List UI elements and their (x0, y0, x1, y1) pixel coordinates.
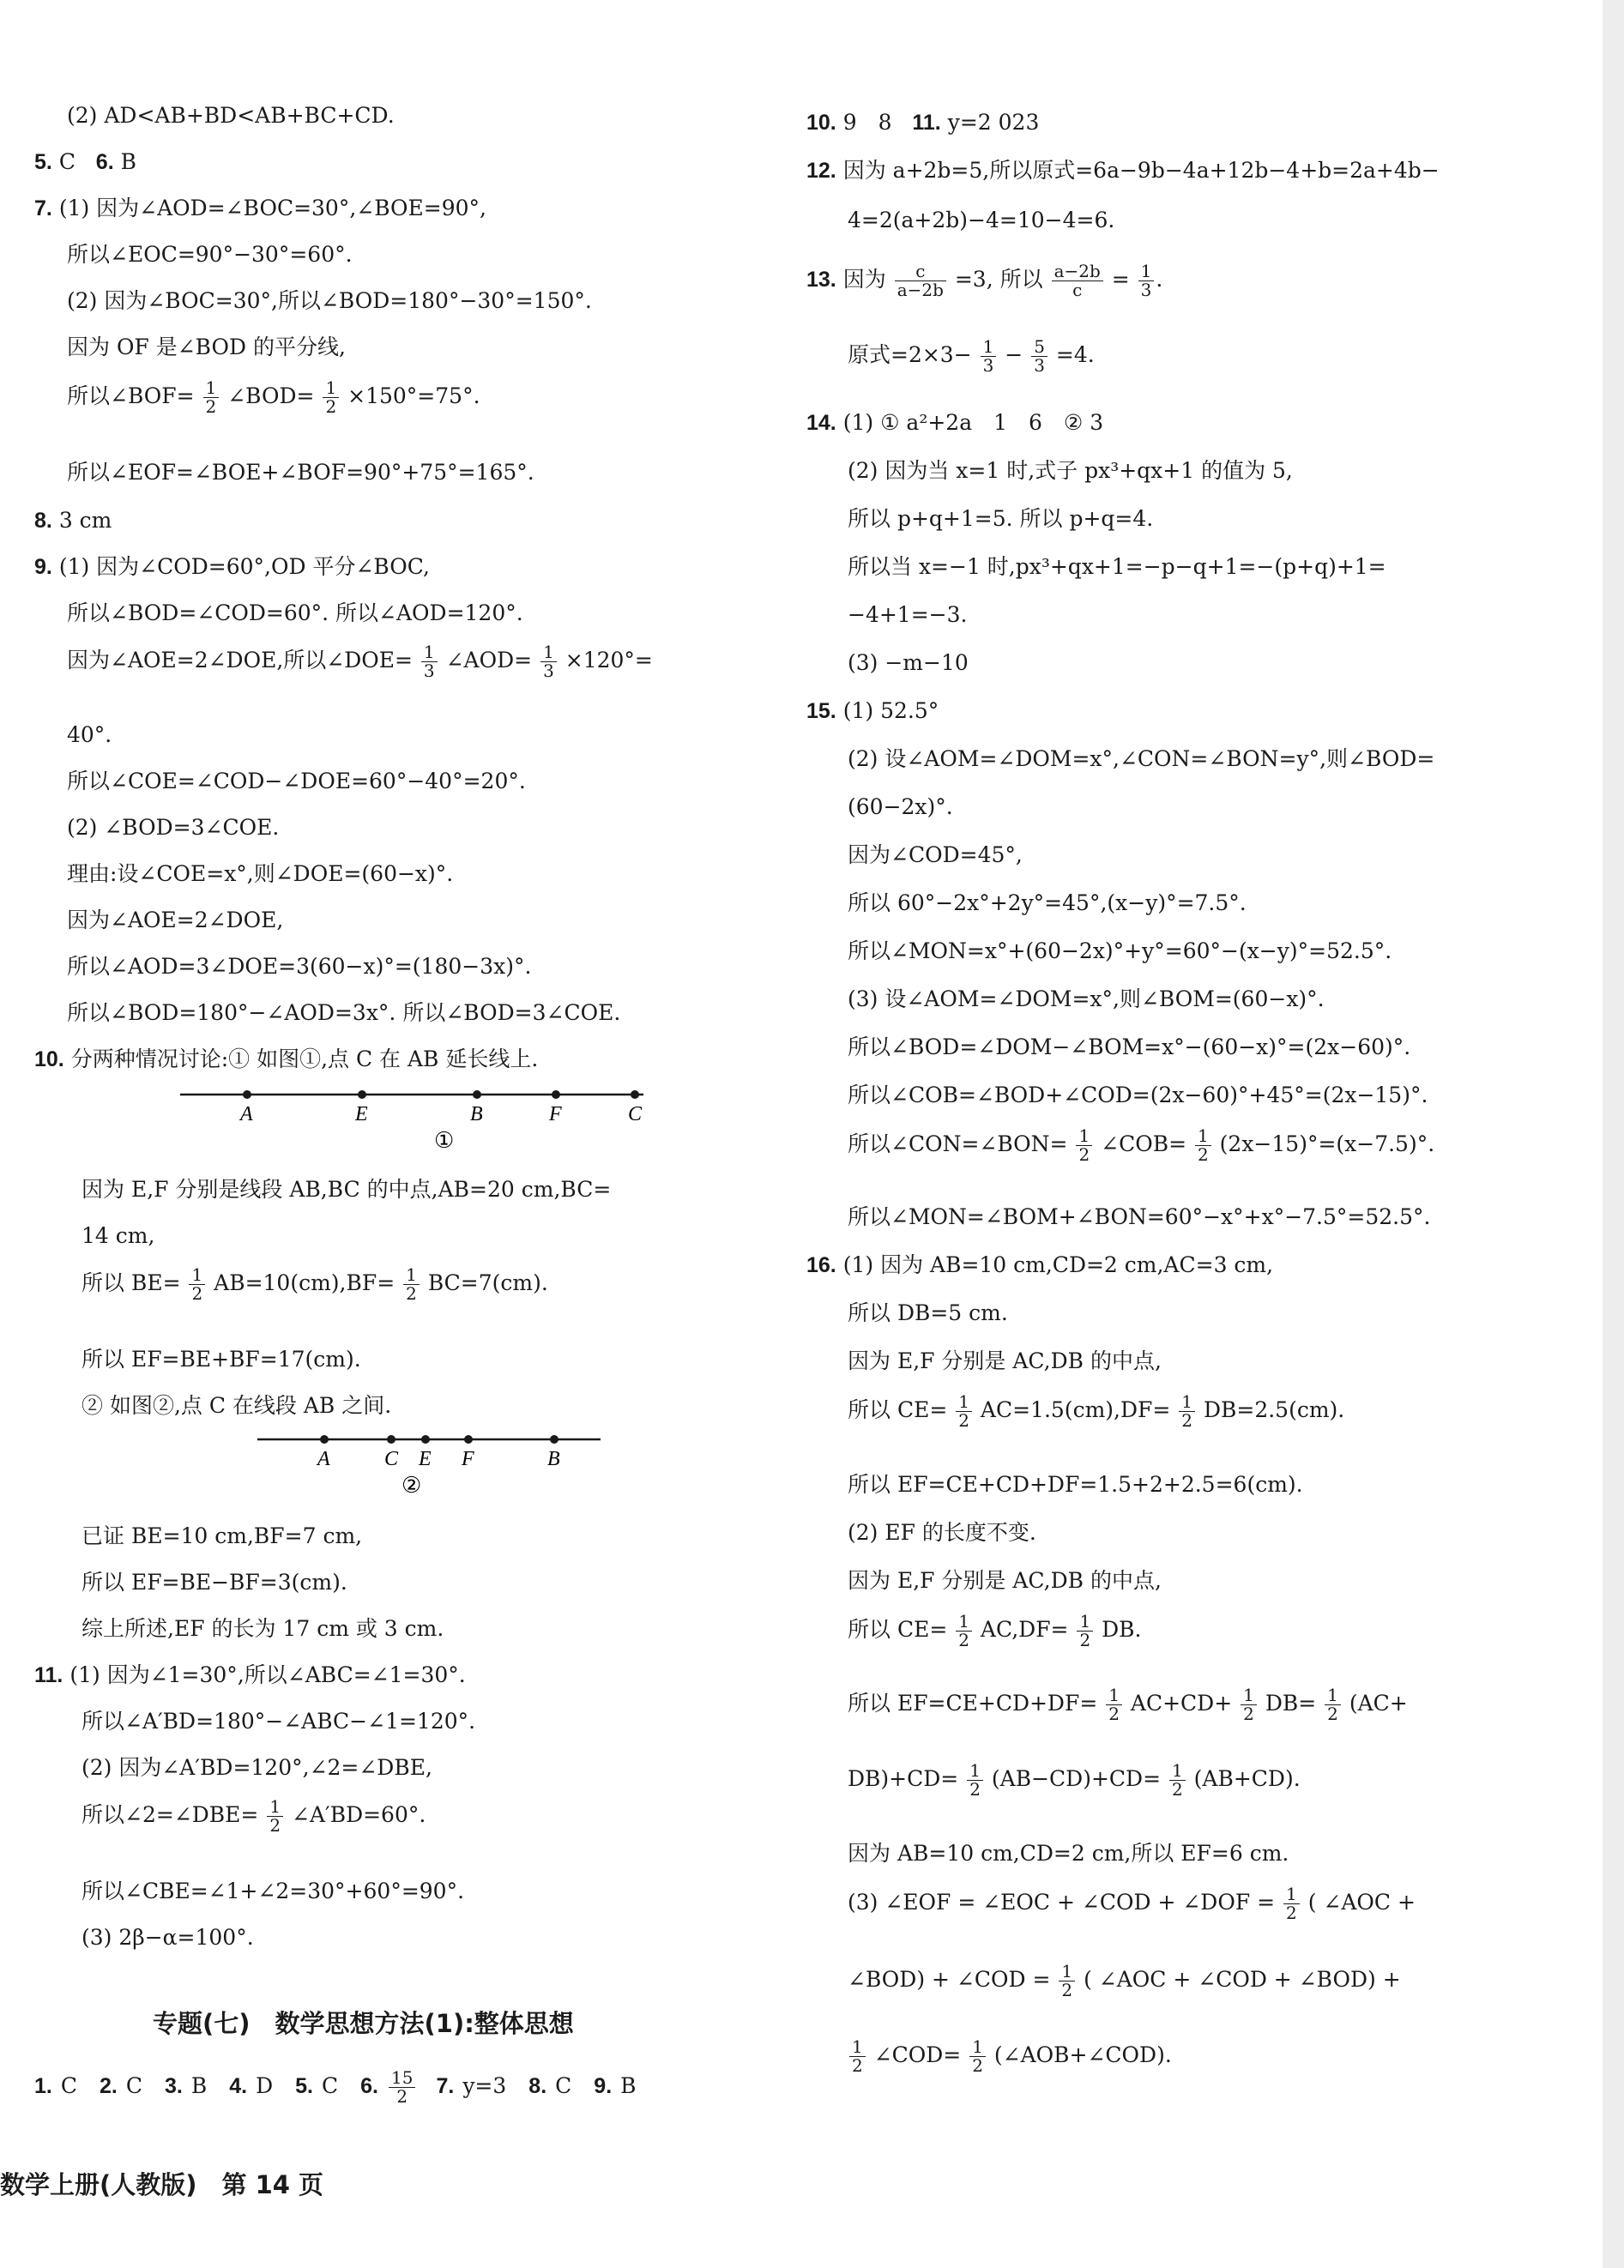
question-number: 10. (34, 1047, 64, 1071)
denominator: 3 (423, 660, 435, 681)
question-number: 6. (95, 150, 114, 174)
text: DB=2.5(cm). (1203, 1397, 1345, 1422)
text: (3) ∠EOF = ∠EOC + ∠COD + ∠DOF = (848, 1890, 1276, 1915)
text-line: (3) 设∠AOM=∠DOM=x°,则∠BOM=(60−x)°. (848, 986, 1325, 1011)
fraction (1077, 1613, 1093, 1650)
fraction (267, 1798, 283, 1835)
answer: B (190, 2073, 208, 2098)
text: ×120°= (564, 648, 653, 673)
figure-label: ② (401, 1473, 422, 1498)
question-number: 12. (806, 159, 836, 183)
text-line: 4=2(a+2b)−4=10−4=6. (848, 208, 1115, 232)
denominator: 2 (969, 1779, 981, 1800)
numerator: 1 (1106, 1686, 1122, 1705)
fraction (1052, 262, 1103, 299)
text: 所以 BE= (82, 1270, 181, 1295)
figure-label: ① (434, 1128, 455, 1153)
denominator: 2 (1181, 1410, 1192, 1431)
answer: C (555, 2073, 572, 2098)
denominator: a−2b (897, 280, 944, 300)
text: (1) 52.5° (842, 698, 939, 723)
text-line: 14 cm, (82, 1223, 155, 1248)
text: BC=7(cm). (427, 1270, 548, 1295)
text-line: 所以∠COE=∠COD−∠DOE=60°−40°=20°. (67, 769, 526, 793)
question-number: 11. (34, 1663, 63, 1687)
denominator: 2 (406, 1283, 417, 1304)
denominator: c (1072, 280, 1083, 300)
answer-row: 13. 因为 $\frac{c}{a-2b}$ =3, 所以 $\frac{a-2b}{c}$ = $\frac{1}{3}$ . (806, 261, 1163, 300)
text-line: 所以∠AOD=3∠DOE=3(60−x)°=(180−3x)°. (67, 954, 532, 979)
answer: 9 8 (842, 110, 892, 135)
question-number: 10. (806, 111, 836, 135)
answer: C (58, 149, 75, 174)
answer-row (806, 110, 1039, 136)
text: (AB−CD)+CD= (991, 1766, 1162, 1791)
answer: 3 cm (58, 508, 112, 533)
text-line: 所以 p+q+1=5. 所以 p+q=4. (848, 506, 1154, 531)
question-number: 3. (165, 2074, 183, 2098)
question-number: 14. (806, 411, 836, 435)
text-line: 所以∠EOC=90°−30°=60°. (67, 242, 353, 267)
point-label: F (549, 1103, 562, 1125)
fraction (981, 338, 997, 375)
text-line: (2) 因为∠BOC=30°,所以∠BOD=180°−30°=150°. (67, 288, 592, 313)
fraction (1241, 1686, 1257, 1723)
text: 所以∠CON=∠BON= (848, 1131, 1068, 1156)
text: DB)+CD= (848, 1766, 959, 1791)
answer-row (806, 1252, 1273, 1278)
point-label: F (462, 1448, 474, 1470)
text-line: 因为 AB=10 cm,CD=2 cm,所以 EF=6 cm. (848, 1841, 1289, 1866)
text: ∠COD= (873, 2042, 962, 2067)
denominator: 2 (1327, 1704, 1338, 1724)
fraction (203, 379, 220, 416)
point-label: C (628, 1103, 643, 1125)
text: 分两种情况讨论:① 如图①,点 C 在 AB 延长线上. (70, 1047, 539, 1071)
figure-2-segment (249, 1426, 609, 1503)
denominator: 2 (1197, 1144, 1209, 1165)
fraction (1031, 338, 1047, 375)
question-number: 2. (100, 2074, 118, 2098)
answer-row (34, 149, 136, 175)
text-line: 因为 E,F 分别是 AC,DB 的中点, (848, 1348, 1162, 1373)
text: (∠AOB+∠COD). (993, 2042, 1172, 2067)
text-line (82, 1266, 548, 1303)
text-line: (2) 因为当 x=1 时,式子 px³+qx+1 的值为 5, (848, 458, 1293, 483)
fraction (540, 643, 557, 680)
text-line: 已证 BE=10 cm,BF=7 cm, (82, 1523, 363, 1548)
numerator: 1 (189, 1266, 205, 1285)
text-line: (3) −m−10 (848, 650, 969, 675)
text: 所以 CE= (848, 1397, 948, 1422)
text-line: 所以 EF=CE+CD+DF=1.5+2+2.5=6(cm). (848, 1472, 1303, 1497)
text: 所以 EF=CE+CD+DF= (848, 1691, 1098, 1716)
point-b (550, 1435, 558, 1444)
text-line: 因为 E,F 分别是线段 AB,BC 的中点,AB=20 cm,BC= (82, 1177, 612, 1202)
text-line: 所以∠MON=x°+(60−2x)°+y°=60°−(x−y)°=52.5°. (848, 938, 1392, 963)
text-line: 所以∠BOD=180°−∠AOD=3x°. 所以∠BOD=3∠COE. (67, 1000, 621, 1025)
text-line: 理由:设∠COE=x°,则∠DOE=(60−x)°. (67, 861, 454, 886)
fraction (1179, 1393, 1195, 1430)
question-number: 9. (34, 555, 52, 579)
point-b (473, 1090, 481, 1099)
text-line: 所以 60°−2x°+2y°=45°,(x−y)°=7.5°. (848, 890, 1247, 915)
text-line: 40°. (67, 722, 112, 747)
question-number: 5. (34, 150, 52, 174)
answer: y=3 (462, 2073, 507, 2098)
text: ∠BOD= (227, 383, 315, 408)
fraction (895, 262, 946, 299)
text-line: 因为 OF 是∠BOD 的平分线, (67, 335, 346, 359)
figure-1-segment (172, 1081, 652, 1158)
text-line: (2) 设∠AOM=∠DOM=x°,∠CON=∠BON=y°,则∠BOD= (848, 746, 1435, 771)
text-line (848, 1885, 1416, 1922)
text-line (848, 1686, 1408, 1723)
numerator: a−2b (1052, 262, 1103, 281)
denominator: 2 (325, 396, 337, 417)
text-line: 所以 EF=BE−BF=3(cm). (82, 1570, 347, 1595)
text-line: 所以 DB=5 cm. (848, 1300, 1008, 1325)
page-fold-shadow (1603, 0, 1624, 2268)
numerator: 1 (981, 338, 997, 357)
text-line: (2) ∠BOD=3∠COE. (67, 815, 280, 840)
numerator: 1 (1195, 1127, 1211, 1146)
denominator: 3 (543, 660, 554, 681)
denominator: 2 (958, 1410, 969, 1431)
text: (1) 因为∠1=30°,所以∠ABC=∠1=30°. (69, 1662, 466, 1687)
point-f (464, 1435, 473, 1444)
question-number: 7. (34, 196, 52, 220)
point-e (421, 1435, 430, 1444)
numerator: c (895, 262, 946, 281)
text-line: 因为∠AOE=2∠DOE, (67, 908, 284, 932)
denominator: 2 (1108, 1704, 1120, 1724)
question-number: 11. (912, 111, 941, 135)
question-number: 9. (594, 2074, 613, 2098)
denominator: 3 (1140, 280, 1152, 300)
text-line (848, 2038, 1172, 2075)
numerator: 1 (1076, 1127, 1092, 1146)
answer: C (125, 2073, 142, 2098)
point-f (552, 1090, 560, 1099)
text-line: 所以∠BOD=∠DOM−∠BOM=x°−(60−x)°=(2x−60)°. (848, 1034, 1411, 1059)
text-line (67, 379, 480, 416)
fraction (1059, 1963, 1075, 2000)
answer-row (34, 1047, 538, 1072)
numerator: 1 (1283, 1885, 1300, 1904)
denominator: 3 (982, 355, 994, 376)
text-line: ② 如图②,点 C 在线段 AB 之间. (82, 1393, 392, 1418)
question-number: 4. (229, 2074, 248, 2098)
question-number: 8. (528, 2074, 547, 2098)
text-line (848, 1393, 1344, 1430)
numerator: 1 (267, 1798, 283, 1817)
point-label: A (317, 1448, 330, 1470)
answer: B (620, 2073, 637, 2098)
text: (2x−15)°=(x−7.5)°. (1219, 1131, 1435, 1156)
fraction (403, 1266, 420, 1303)
numerator: 1 (323, 379, 339, 398)
fraction (1076, 1127, 1092, 1164)
text: ∠AOD= (445, 648, 533, 673)
answer: B (120, 149, 136, 174)
text: ( ∠AOC + ∠COD + ∠BOD) + (1084, 1967, 1401, 1992)
fraction (969, 2038, 986, 2075)
numerator: 5 (1031, 338, 1047, 357)
text: ∠A′BD=60°. (292, 1802, 426, 1827)
text-line: 所以∠BOD=∠COD=60°. 所以∠AOD=120°. (67, 600, 523, 625)
numerator: 1 (1325, 1686, 1341, 1705)
numerator: 1 (1077, 1613, 1093, 1632)
answer-row (34, 508, 112, 534)
denominator: 2 (852, 2055, 863, 2076)
text-line: 所以∠COB=∠BOD+∠COD=(2x−60)°+45°=(2x−15)°. (848, 1083, 1428, 1107)
text-line (67, 643, 653, 680)
numerator: 1 (849, 2038, 866, 2057)
text: (1) 因为∠AOD=∠BOC=30°,∠BOE=90°, (58, 196, 487, 220)
text-line: (2) EF 的长度不变. (848, 1520, 1036, 1545)
text: ∠BOD) + ∠COD = (848, 1967, 1051, 1992)
denominator: 2 (1286, 1903, 1297, 1923)
point-label: B (547, 1448, 560, 1470)
answer: D (256, 2073, 274, 2098)
point-e (358, 1090, 366, 1099)
text-line: (2) AD<AB+BD<AB+BC+CD. (67, 103, 395, 128)
text: 因为 (842, 267, 886, 292)
denominator: 2 (205, 396, 217, 417)
text-line: 因为∠COD=45°, (848, 842, 1023, 867)
point-c (387, 1435, 395, 1444)
denominator: 2 (396, 2086, 408, 2107)
answer: y=2 023 (947, 110, 1040, 135)
fraction (323, 379, 339, 416)
point-a (320, 1435, 329, 1444)
numerator: 1 (956, 1393, 972, 1412)
text: ∠COB= (1101, 1131, 1187, 1156)
text-line: 所以 EF=BE+BF=17(cm). (82, 1347, 361, 1372)
question-number: 13. (806, 268, 836, 292)
numerator: 1 (540, 643, 557, 662)
fraction (1106, 1686, 1122, 1723)
text: (1) ① a²+2a 1 6 ② 3 (842, 410, 1104, 435)
denominator: 2 (958, 1630, 969, 1650)
numerator: 1 (203, 379, 220, 398)
text: ( ∠AOC + (1307, 1890, 1416, 1915)
answer-row (34, 1662, 466, 1688)
point-c (631, 1090, 639, 1099)
fraction (956, 1393, 972, 1430)
text-line (848, 1127, 1434, 1164)
fraction (389, 2069, 415, 2106)
numerator: 1 (1179, 1393, 1195, 1412)
numerator: 1 (1138, 262, 1155, 281)
fraction (1195, 1127, 1211, 1164)
numerator: 1 (1059, 1963, 1075, 1981)
question-number: 5. (295, 2074, 313, 2098)
text: 原式=2×3− (848, 342, 972, 367)
question-number: 7. (436, 2074, 455, 2098)
question-number: 16. (806, 1253, 836, 1277)
text: AC=1.5(cm),DF= (980, 1397, 1171, 1422)
fraction (1325, 1686, 1341, 1723)
text: =4. (1055, 342, 1095, 367)
numerator: 1 (1241, 1686, 1257, 1705)
question-number: 6. (360, 2074, 378, 2098)
numerator: 1 (969, 2038, 986, 2057)
denominator: 2 (1078, 1144, 1090, 1165)
text-line: −4+1=−3. (848, 602, 968, 627)
text: (AB+CD). (1193, 1766, 1301, 1791)
answer-row (806, 410, 1103, 436)
text: 因为∠AOE=2∠DOE,所以∠DOE= (67, 648, 413, 673)
denominator: 2 (972, 2055, 983, 2076)
fraction (956, 1613, 972, 1650)
text-line: 因为 E,F 分别是 AC,DB 的中点, (848, 1568, 1162, 1593)
answer-row (806, 158, 1440, 184)
point-label: E (419, 1448, 432, 1470)
text: 所以∠2=∠DBE= (82, 1802, 259, 1827)
numerator: 1 (967, 1762, 983, 1781)
text: AB=10(cm),BF= (214, 1270, 395, 1295)
text-line: 综上所述,EF 的长为 17 cm 或 3 cm. (82, 1616, 444, 1641)
numerator: 1 (421, 643, 438, 662)
denominator: 2 (1171, 1779, 1183, 1800)
page-footer: 数学上册(人教版) 第 14 页 (0, 2170, 324, 2199)
text: AC+CD+ (1130, 1691, 1233, 1716)
text: (1) 因为 AB=10 cm,CD=2 cm,AC=3 cm, (842, 1252, 1274, 1277)
section-title: 专题(七) 数学思想方法(1):整体思想 (153, 2009, 574, 2038)
text: − (1005, 342, 1023, 367)
fraction (849, 2038, 866, 2075)
text-line: 所以当 x=−1 时,px³+qx+1=−p−q+1=−(p+q)+1= (848, 554, 1386, 579)
text: =3, 所以 (954, 267, 1043, 292)
fraction (1138, 262, 1155, 299)
text-line (848, 1762, 1301, 1799)
text: (1) 因为∠COD=60°,OD 平分∠BOC, (58, 554, 430, 579)
text-line: (3) 2β−α=100°. (82, 1925, 254, 1950)
text: ×150°=75°. (347, 383, 480, 408)
fraction (967, 1762, 983, 1799)
numerator: 1 (403, 1266, 420, 1285)
answer: C (322, 2073, 339, 2098)
answer: C (60, 2073, 77, 2098)
text-line: 所以∠EOF=∠BOE+∠BOF=90°+75°=165°. (67, 460, 534, 485)
text: AC,DF= (980, 1617, 1069, 1642)
fraction (1283, 1885, 1300, 1922)
text: (AC+ (1349, 1691, 1408, 1716)
text: DB= (1265, 1691, 1317, 1716)
text-line (82, 1798, 426, 1835)
question-number: 1. (34, 2074, 52, 2098)
text-line: 所以∠MON=∠BOM+∠BON=60°−x°+x°−7.5°=52.5°. (848, 1204, 1431, 1229)
denominator: 2 (191, 1283, 203, 1304)
denominator: 3 (1034, 355, 1045, 376)
text-line: 所以∠CBE=∠1+∠2=30°+60°=90°. (82, 1879, 465, 1903)
text: = (1111, 267, 1130, 292)
text-line: 所以∠A′BD=180°−∠ABC−∠1=120°. (82, 1709, 476, 1734)
answer-row (34, 554, 430, 580)
text-line: (2) 因为∠A′BD=120°,∠2=∠DBE, (82, 1755, 432, 1780)
point-label: B (470, 1103, 483, 1125)
denominator: 2 (1079, 1630, 1091, 1650)
text: 所以∠BOF= (67, 383, 195, 408)
text: 所以 CE= (848, 1617, 948, 1642)
text-line: (60−2x)°. (848, 794, 953, 819)
point-label: E (355, 1103, 368, 1125)
text: DB. (1102, 1617, 1142, 1642)
answer-row (34, 196, 486, 221)
numerator: 15 (389, 2069, 415, 2088)
numerator: 1 (956, 1613, 972, 1632)
point-label: C (384, 1448, 399, 1470)
numerator: 1 (1169, 1762, 1186, 1781)
point-a (243, 1090, 251, 1099)
fraction (1169, 1762, 1186, 1799)
denominator: 2 (269, 1815, 281, 1836)
text-line (848, 1613, 1142, 1650)
answer-row (806, 698, 939, 724)
fraction (189, 1266, 205, 1303)
question-number: 15. (806, 699, 836, 723)
question-number: 8. (34, 509, 52, 533)
text-line (848, 1963, 1401, 2000)
denominator: 2 (1061, 1980, 1073, 2000)
fraction (421, 643, 438, 680)
answer-list (34, 2069, 659, 2106)
point-label: A (240, 1103, 253, 1125)
text: 因为 a+2b=5,所以原式=6a−9b−4a+12b−4+b=2a+4b− (842, 158, 1440, 183)
denominator: 2 (1243, 1704, 1254, 1724)
text-line (848, 338, 1095, 375)
